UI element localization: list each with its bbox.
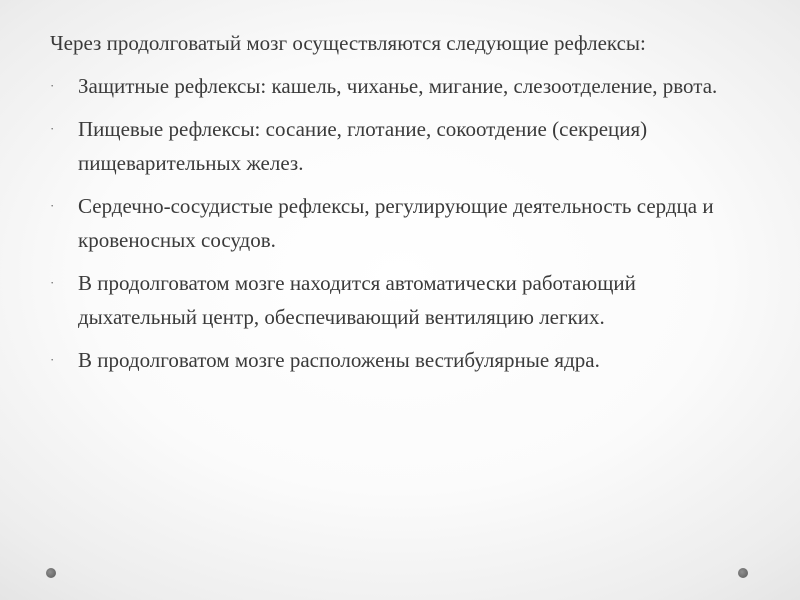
list-item [50,266,750,334]
bullet-icon: · [50,121,55,136]
list-item [50,343,750,377]
list-item-text: В продолговатом мозге расположены вестибулярные ядра. [78,348,600,372]
list-item-text: Пищевые рефлексы: сосание, глотание, сокоотдение (секреция) пищеварительных желез. [78,117,648,175]
list-item-text: Защитные рефлексы: кашель, чиханье, мигание, слезоотделение, рвота. [78,74,718,98]
list-item-text: В продолговатом мозге находится автоматически работающий дыхательный центр, обеспечивающий вентиляцию легких. [78,271,636,329]
bullet-icon: · [50,275,55,290]
slide-content [50,26,750,386]
list-item [50,112,750,180]
bullet-icon: · [50,352,55,367]
intro-text: Через продолговатый мозг осуществляются следующие рефлексы: [50,31,646,55]
circle-dot-icon [738,568,748,578]
bullet-icon: · [50,198,55,213]
list-item [50,69,750,103]
list-item [50,189,750,257]
bullet-icon: · [50,78,55,93]
circle-dot-icon [46,568,56,578]
list-item-text: Сердечно-сосудистые рефлексы, регулирующие деятельность сердца и кровеносных сосудов. [78,194,714,252]
